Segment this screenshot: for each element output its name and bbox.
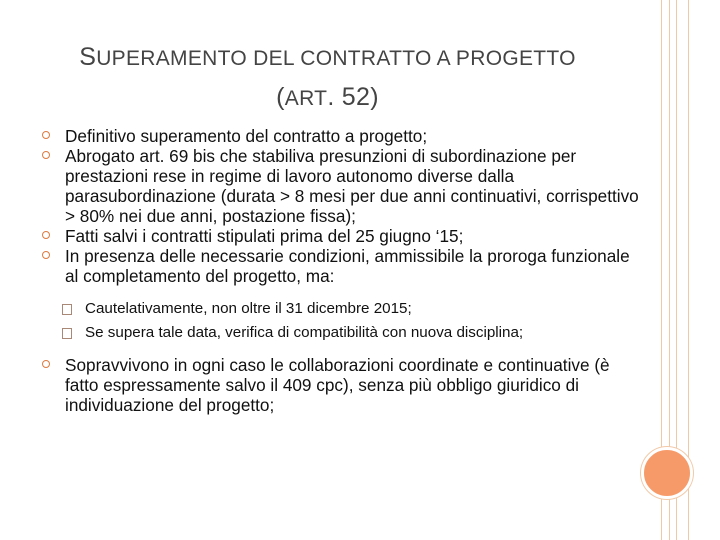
title-line-2 (20, 78, 635, 118)
bullet-text: Sopravvivono in ogni caso le collaborazioni coordinate e continuative (è fatto espressamente salvo il 409 cpc), senza più obbligo giuridico di individuazione del progetto; (65, 355, 610, 415)
bullet-circle-icon (42, 151, 50, 159)
title-art: ART (284, 87, 328, 110)
bullet-text: In presenza delle necessarie condizioni, ammissibile la proroga funzionale al completamento del progetto, ma: (65, 246, 630, 286)
bullet-circle-icon (42, 360, 50, 368)
title-number: 52) (334, 83, 379, 111)
spacer (42, 286, 642, 297)
bullet-item (42, 246, 642, 286)
sub-bullet-item (42, 297, 642, 321)
bullet-circle-icon (42, 131, 50, 139)
title-initial: S (79, 43, 97, 71)
bullet-item (42, 226, 642, 246)
title-line-1 (20, 38, 635, 78)
bullet-text: Fatti salvi i contratti stipulati prima del 25 giugno ‘15; (65, 226, 464, 246)
bullet-circle-icon (42, 231, 50, 239)
bullet-item (42, 355, 642, 415)
sub-bullet-text: Se supera tale data, verifica di compatibilità con nuova disciplina; (85, 324, 524, 341)
bullet-item (42, 146, 642, 226)
slide-body (42, 126, 642, 415)
sub-bullet-square-icon (62, 328, 72, 339)
bullet-text: Abrogato art. 69 bis che stabiliva presunzioni di subordinazione per prestazioni rese in regime di lavoro autonomo diverse dalla parasubordinazione (durata > 8 mesi per due anni continuativi, corrispettivo > 80% nei due anni, postazione fissa); (65, 146, 639, 226)
bullet-text: Definitivo superamento del contratto a progetto; (65, 126, 428, 146)
title-open-paren: ( (276, 83, 285, 111)
sub-bullet-text: Cautelativamente, non oltre il 31 dicembre 2015; (85, 300, 412, 317)
sub-bullet-square-icon (62, 304, 72, 315)
bullet-circle-icon (42, 251, 50, 259)
title-rest: UPERAMENTO DEL CONTRATTO A PROGETTO (96, 47, 576, 70)
spacer (42, 345, 642, 355)
title-dot: . (327, 83, 335, 111)
decorative-circle (641, 447, 693, 499)
slide-title (20, 38, 635, 118)
bullet-item (42, 126, 642, 146)
sub-bullet-item (42, 321, 642, 345)
